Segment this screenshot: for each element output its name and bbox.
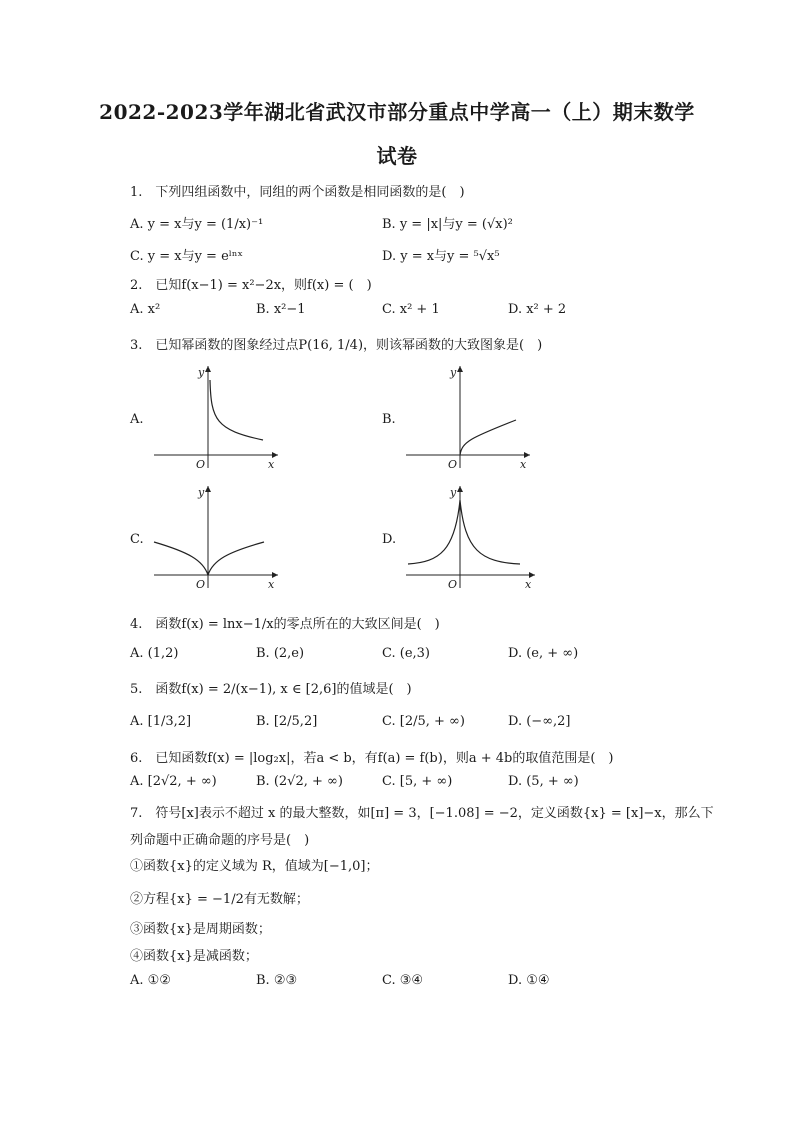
question-7-statement-3: ③函数{x}是周期函数； xyxy=(130,922,271,937)
question-4-option-a[interactable]: A. (1,2) xyxy=(130,646,179,661)
question-5-option-c[interactable]: C. [2/5, + ∞) xyxy=(382,714,465,729)
question-4-stem: 4. 函数f(x) = lnx−1/x的零点所在的大致区间是( ) xyxy=(130,617,440,632)
graph-c-x-label: x xyxy=(268,578,275,591)
question-1-stem: 1. 下列四组函数中，同组的两个函数是相同函数的是( ) xyxy=(130,185,465,200)
question-5-option-b[interactable]: B. [2/5,2] xyxy=(256,714,318,729)
graph-d xyxy=(400,480,545,595)
question-3-option-c[interactable]: C. xyxy=(130,532,144,547)
graph-c-y-label: y xyxy=(198,486,205,499)
question-3-option-a[interactable]: A. xyxy=(130,412,144,427)
graph-a-origin-label: O xyxy=(196,458,206,471)
question-6-stem: 6. 已知函数f(x) = |log₂x|，若a < b，有f(a) = f(b)，则a + 4b的取值范围是( ) xyxy=(130,751,614,766)
question-1-option-d[interactable]: D. y = x与y = ⁵√x⁵ xyxy=(382,249,500,264)
graph-b-origin-label: O xyxy=(448,458,458,471)
question-6-option-c[interactable]: C. [5, + ∞) xyxy=(382,774,453,789)
question-4-option-b[interactable]: B. (2,e) xyxy=(256,646,305,661)
question-2-stem: 2. 已知f(x−1) = x²−2x，则f(x) = ( ) xyxy=(130,278,372,293)
question-5-option-a[interactable]: A. [1/3,2] xyxy=(130,714,192,729)
question-3-option-b[interactable]: B. xyxy=(382,412,396,427)
question-6-option-a[interactable]: A. [2√2, + ∞) xyxy=(130,774,217,789)
graph-d-curve xyxy=(408,500,520,564)
question-7-option-d[interactable]: D. ①④ xyxy=(508,973,550,988)
graph-a-x-label: x xyxy=(268,458,275,471)
question-5-option-d[interactable]: D. (−∞,2] xyxy=(508,714,571,729)
graph-d-y-label: y xyxy=(450,486,457,499)
question-5-stem: 5. 函数f(x) = 2/(x−1), x ∈ [2,6]的值域是( ) xyxy=(130,682,412,697)
graph-c-curve xyxy=(154,542,264,575)
question-7-option-c[interactable]: C. ③④ xyxy=(382,973,424,988)
graph-a xyxy=(148,360,288,475)
graph-d-x-label: x xyxy=(525,578,532,591)
question-4-option-c[interactable]: C. (e,3) xyxy=(382,646,430,661)
question-3-option-d[interactable]: D. xyxy=(382,532,397,547)
exam-title: 2022-2023学年湖北省武汉市部分重点中学高一（上）期末数学 xyxy=(99,100,695,124)
question-1-option-b[interactable]: B. y = |x|与y = (√x)² xyxy=(382,217,513,232)
question-2-option-d[interactable]: D. x² + 2 xyxy=(508,302,567,317)
question-2-option-c[interactable]: C. x² + 1 xyxy=(382,302,440,317)
question-6-option-d[interactable]: D. (5, + ∞) xyxy=(508,774,579,789)
question-1-option-c[interactable]: C. y = x与y = eˡⁿˣ xyxy=(130,249,244,264)
question-7-statement-4: ④函数{x}是减函数； xyxy=(130,949,258,964)
question-4-option-d[interactable]: D. (e, + ∞) xyxy=(508,646,579,661)
graph-d-origin-label: O xyxy=(448,578,458,591)
question-7-option-a[interactable]: A. ①② xyxy=(130,973,171,988)
question-2-option-a[interactable]: A. x² xyxy=(130,302,161,317)
graph-c xyxy=(148,480,288,595)
graph-a-curve xyxy=(210,380,263,440)
graph-c-origin-label: O xyxy=(196,578,206,591)
graph-b-y-label: y xyxy=(450,366,457,379)
question-3-stem: 3. 已知幂函数的图象经过点P(16, 1/4)，则该幂函数的大致图象是( ) xyxy=(130,338,543,353)
question-7-stem: 7. 符号[x]表示不超过 x 的最大整数，如[π] = 3，[−1.08] = −2，定义函数{x} = [x]−x，那么下 xyxy=(130,806,714,821)
question-1-option-a[interactable]: A. y = x与y = (1/x)⁻¹ xyxy=(130,217,264,232)
question-7-option-b[interactable]: B. ②③ xyxy=(256,973,298,988)
question-7-statement-1: ①函数{x}的定义域为 R，值域为[−1,0]； xyxy=(130,859,379,874)
graph-a-y-label: y xyxy=(198,366,205,379)
question-2-option-b[interactable]: B. x²−1 xyxy=(256,302,306,317)
question-6-option-b[interactable]: B. (2√2, + ∞) xyxy=(256,774,343,789)
exam-title-continued: 试卷 xyxy=(376,144,418,168)
question-7-statement-2: ②方程{x} = −1/2有无数解； xyxy=(130,892,309,907)
question-7-stem-continued: 列命题中正确命题的序号是( ) xyxy=(130,833,310,848)
graph-b-x-label: x xyxy=(520,458,527,471)
graph-b-curve xyxy=(460,420,516,455)
graph-b xyxy=(400,360,540,475)
